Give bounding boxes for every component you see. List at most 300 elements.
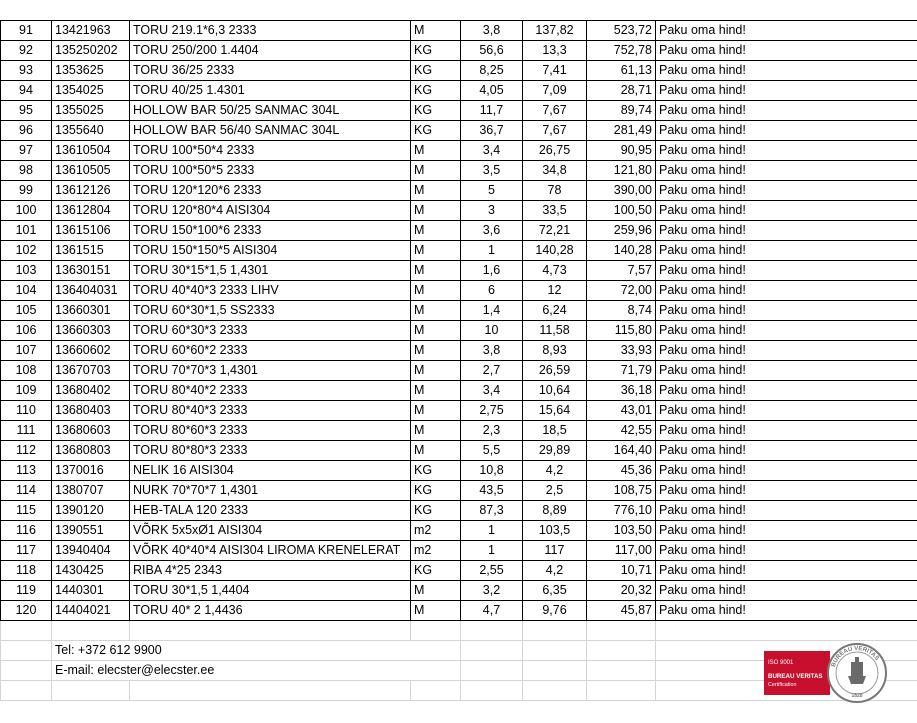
item-code[interactable]: 14404021 xyxy=(52,601,130,621)
table-row xyxy=(1,261,917,281)
empty-cell[interactable] xyxy=(1,661,52,681)
item-code[interactable]: 13610504 xyxy=(52,141,130,161)
item-note[interactable]: Paku oma hind! xyxy=(656,381,917,401)
row-number[interactable]: 107 xyxy=(1,341,52,361)
item-price[interactable]: 7,09 xyxy=(523,81,587,101)
item-unit[interactable]: M xyxy=(411,221,461,241)
row-number[interactable]: 104 xyxy=(1,281,52,301)
table-row xyxy=(1,301,917,321)
item-sum[interactable]: 45,36 xyxy=(587,461,656,481)
item-quantity[interactable]: 3,5 xyxy=(461,161,523,181)
item-note[interactable]: Paku oma hind! xyxy=(656,481,917,501)
item-sum[interactable]: 108,75 xyxy=(587,481,656,501)
item-unit[interactable]: KG xyxy=(411,481,461,501)
empty-cell[interactable] xyxy=(523,681,587,701)
item-sum[interactable]: 164,40 xyxy=(587,441,656,461)
row-number[interactable]: 117 xyxy=(1,541,52,561)
item-code[interactable]: 13680603 xyxy=(52,421,130,441)
item-name[interactable]: HEB-TALA 120 2333 xyxy=(130,501,411,521)
item-quantity[interactable]: 36,7 xyxy=(461,121,523,141)
item-quantity[interactable]: 5 xyxy=(461,181,523,201)
item-unit[interactable]: KG xyxy=(411,61,461,81)
item-quantity[interactable]: 1 xyxy=(461,521,523,541)
row-number[interactable]: 100 xyxy=(1,201,52,221)
row-number[interactable]: 95 xyxy=(1,101,52,121)
item-price[interactable]: 9,76 xyxy=(523,601,587,621)
item-price[interactable]: 33,5 xyxy=(523,201,587,221)
table-row xyxy=(1,521,917,541)
item-quantity[interactable]: 3,4 xyxy=(461,141,523,161)
contact-phone: Tel: +372 612 9900 xyxy=(52,641,461,661)
item-code[interactable]: 1370016 xyxy=(52,461,130,481)
item-price[interactable]: 7,67 xyxy=(523,121,587,141)
item-quantity[interactable]: 4,7 xyxy=(461,601,523,621)
item-code[interactable]: 13680403 xyxy=(52,401,130,421)
row-number[interactable]: 116 xyxy=(1,521,52,541)
table-row xyxy=(1,161,917,181)
item-price[interactable]: 72,21 xyxy=(523,221,587,241)
empty-cell[interactable] xyxy=(1,641,52,661)
item-code[interactable]: 13940404 xyxy=(52,541,130,561)
table-row xyxy=(1,341,917,361)
row-number[interactable]: 105 xyxy=(1,301,52,321)
item-unit[interactable]: M xyxy=(411,141,461,161)
item-note[interactable]: Paku oma hind! xyxy=(656,321,917,341)
empty-cell[interactable] xyxy=(587,641,656,661)
row-number[interactable]: 119 xyxy=(1,581,52,601)
item-quantity[interactable]: 4,05 xyxy=(461,81,523,101)
item-unit[interactable]: m2 xyxy=(411,521,461,541)
item-price[interactable]: 4,73 xyxy=(523,261,587,281)
item-note[interactable]: Paku oma hind! xyxy=(656,21,917,41)
item-unit[interactable]: M xyxy=(411,241,461,261)
empty-cell[interactable] xyxy=(1,621,52,641)
item-sum[interactable]: 115,80 xyxy=(587,321,656,341)
item-sum[interactable]: 45,87 xyxy=(587,601,656,621)
item-code[interactable]: 1354025 xyxy=(52,81,130,101)
item-name[interactable]: VÕRK 5x5xØ1 AISI304 xyxy=(130,521,411,541)
item-sum[interactable]: 72,00 xyxy=(587,281,656,301)
table-row xyxy=(1,421,917,441)
item-quantity[interactable]: 10 xyxy=(461,321,523,341)
item-note[interactable]: Paku oma hind! xyxy=(656,421,917,441)
item-note[interactable]: Paku oma hind! xyxy=(656,221,917,241)
item-price[interactable]: 26,75 xyxy=(523,141,587,161)
item-quantity[interactable]: 2,7 xyxy=(461,361,523,381)
row-number[interactable]: 114 xyxy=(1,481,52,501)
item-quantity[interactable]: 2,55 xyxy=(461,561,523,581)
item-code[interactable]: 1390120 xyxy=(52,501,130,521)
item-code[interactable]: 1380707 xyxy=(52,481,130,501)
item-name[interactable]: TORU 40/25 1.4301 xyxy=(130,81,411,101)
item-unit[interactable]: M xyxy=(411,341,461,361)
empty-cell[interactable] xyxy=(461,641,523,661)
item-sum[interactable]: 43,01 xyxy=(587,401,656,421)
row-number[interactable]: 118 xyxy=(1,561,52,581)
item-quantity[interactable]: 56,6 xyxy=(461,41,523,61)
empty-cell[interactable] xyxy=(461,661,523,681)
empty-cell[interactable] xyxy=(461,621,523,641)
row-number[interactable]: 112 xyxy=(1,441,52,461)
item-name[interactable]: TORU 40* 2 1,4436 xyxy=(130,601,411,621)
item-note[interactable]: Paku oma hind! xyxy=(656,241,917,261)
logo-brand-text: BUREAU VERITAS xyxy=(768,673,823,680)
table-row xyxy=(1,141,917,161)
item-name[interactable]: NURK 70*70*7 1,4301 xyxy=(130,481,411,501)
empty-cell[interactable] xyxy=(411,681,461,701)
item-quantity[interactable]: 3,8 xyxy=(461,341,523,361)
item-name[interactable]: HOLLOW BAR 50/25 SANMAC 304L xyxy=(130,101,411,121)
table-row xyxy=(1,561,917,581)
table-row xyxy=(1,201,917,221)
table-row xyxy=(1,281,917,301)
item-price[interactable]: 15,64 xyxy=(523,401,587,421)
item-unit[interactable]: M xyxy=(411,361,461,381)
item-sum[interactable]: 8,74 xyxy=(587,301,656,321)
empty-cell[interactable] xyxy=(52,621,130,641)
item-name[interactable]: TORU 120*80*4 AISI304 xyxy=(130,201,411,221)
item-unit[interactable]: M xyxy=(411,21,461,41)
item-code[interactable]: 135250202 xyxy=(52,41,130,61)
item-unit[interactable]: KG xyxy=(411,561,461,581)
item-name[interactable]: NELIK 16 AISI304 xyxy=(130,461,411,481)
item-unit[interactable]: M xyxy=(411,161,461,181)
item-note[interactable]: Paku oma hind! xyxy=(656,401,917,421)
empty-cell[interactable] xyxy=(656,621,917,641)
item-code[interactable]: 1355640 xyxy=(52,121,130,141)
contact-email: E-mail: elecster@elecster.ee xyxy=(52,661,461,681)
item-code[interactable]: 1440301 xyxy=(52,581,130,601)
item-name[interactable]: TORU 36/25 2333 xyxy=(130,61,411,81)
item-name[interactable]: TORU 250/200 1.4404 xyxy=(130,41,411,61)
item-price[interactable]: 8,93 xyxy=(523,341,587,361)
item-name[interactable]: TORU 100*50*5 2333 xyxy=(130,161,411,181)
item-name[interactable]: TORU 80*80*3 2333 xyxy=(130,441,411,461)
spreadsheet-table xyxy=(0,20,917,701)
item-unit[interactable]: M xyxy=(411,181,461,201)
item-quantity[interactable]: 5,5 xyxy=(461,441,523,461)
item-note[interactable]: Paku oma hind! xyxy=(656,461,917,481)
item-code[interactable]: 13670703 xyxy=(52,361,130,381)
item-name[interactable]: TORU 60*30*3 2333 xyxy=(130,321,411,341)
item-unit[interactable]: M xyxy=(411,281,461,301)
item-code[interactable]: 1361515 xyxy=(52,241,130,261)
seal-year: 1828 xyxy=(851,693,863,699)
row-number[interactable]: 97 xyxy=(1,141,52,161)
item-unit[interactable]: M xyxy=(411,401,461,421)
item-price[interactable]: 10,64 xyxy=(523,381,587,401)
item-name[interactable]: RIBA 4*25 2343 xyxy=(130,561,411,581)
item-sum[interactable]: 390,00 xyxy=(587,181,656,201)
table-row xyxy=(1,21,917,41)
item-name[interactable]: TORU 80*40*3 2333 xyxy=(130,401,411,421)
item-quantity[interactable]: 87,3 xyxy=(461,501,523,521)
item-note[interactable]: Paku oma hind! xyxy=(656,281,917,301)
item-note[interactable]: Paku oma hind! xyxy=(656,201,917,221)
item-code[interactable]: 13421963 xyxy=(52,21,130,41)
item-sum[interactable]: 33,93 xyxy=(587,341,656,361)
item-price[interactable]: 6,24 xyxy=(523,301,587,321)
empty-row xyxy=(1,621,917,641)
item-unit[interactable]: M xyxy=(411,601,461,621)
item-sum[interactable]: 90,95 xyxy=(587,141,656,161)
item-sum[interactable]: 89,74 xyxy=(587,101,656,121)
empty-cell[interactable] xyxy=(130,681,411,701)
empty-cell[interactable] xyxy=(587,621,656,641)
item-note[interactable]: Paku oma hind! xyxy=(656,601,917,621)
item-quantity[interactable]: 43,5 xyxy=(461,481,523,501)
item-code[interactable]: 136404031 xyxy=(52,281,130,301)
table-row xyxy=(1,601,917,621)
logo-label-text: Certification xyxy=(768,682,797,688)
item-name[interactable]: TORU 80*40*2 2333 xyxy=(130,381,411,401)
item-sum[interactable]: 281,49 xyxy=(587,121,656,141)
empty-cell[interactable] xyxy=(1,681,52,701)
item-note[interactable]: Paku oma hind! xyxy=(656,161,917,181)
seal-text: BUREAU VERITAS xyxy=(830,645,880,668)
item-unit[interactable]: KG xyxy=(411,501,461,521)
item-quantity[interactable]: 2,75 xyxy=(461,401,523,421)
item-sum[interactable]: 42,55 xyxy=(587,421,656,441)
item-sum[interactable]: 117,00 xyxy=(587,541,656,561)
item-note[interactable]: Paku oma hind! xyxy=(656,581,917,601)
item-quantity[interactable]: 1 xyxy=(461,241,523,261)
item-unit[interactable]: KG xyxy=(411,101,461,121)
empty-cell[interactable] xyxy=(523,641,587,661)
item-unit[interactable]: KG xyxy=(411,81,461,101)
item-note[interactable]: Paku oma hind! xyxy=(656,141,917,161)
item-name[interactable]: HOLLOW BAR 56/40 SANMAC 304L xyxy=(130,121,411,141)
item-quantity[interactable]: 10,8 xyxy=(461,461,523,481)
item-note[interactable]: Paku oma hind! xyxy=(656,501,917,521)
item-name[interactable]: VÕRK 40*40*4 AISI304 LIROMA KRENELERAT xyxy=(130,541,411,561)
item-code[interactable]: 1390551 xyxy=(52,521,130,541)
item-name[interactable]: TORU 150*150*5 AISI304 xyxy=(130,241,411,261)
item-sum[interactable]: 10,71 xyxy=(587,561,656,581)
item-sum[interactable]: 71,79 xyxy=(587,361,656,381)
item-unit[interactable]: KG xyxy=(411,121,461,141)
table-row xyxy=(1,441,917,461)
row-number[interactable]: 94 xyxy=(1,81,52,101)
item-price[interactable]: 4,2 xyxy=(523,461,587,481)
item-name[interactable]: TORU 120*120*6 2333 xyxy=(130,181,411,201)
item-price[interactable]: 34,8 xyxy=(523,161,587,181)
item-sum[interactable]: 523,72 xyxy=(587,21,656,41)
item-sum[interactable]: 259,96 xyxy=(587,221,656,241)
item-note[interactable]: Paku oma hind! xyxy=(656,121,917,141)
item-code[interactable]: 13660303 xyxy=(52,321,130,341)
row-number[interactable]: 91 xyxy=(1,21,52,41)
empty-cell[interactable] xyxy=(587,681,656,701)
row-number[interactable]: 108 xyxy=(1,361,52,381)
table-row xyxy=(1,101,917,121)
row-number[interactable]: 99 xyxy=(1,181,52,201)
table-row xyxy=(1,61,917,81)
item-name[interactable]: TORU 30*15*1,5 1,4301 xyxy=(130,261,411,281)
item-price[interactable]: 18,5 xyxy=(523,421,587,441)
empty-cell[interactable] xyxy=(130,621,411,641)
empty-cell[interactable] xyxy=(523,621,587,641)
item-name[interactable]: TORU 219.1*6,3 2333 xyxy=(130,21,411,41)
item-note[interactable]: Paku oma hind! xyxy=(656,521,917,541)
item-name[interactable]: TORU 60*30*1,5 SS2333 xyxy=(130,301,411,321)
item-price[interactable]: 137,82 xyxy=(523,21,587,41)
item-quantity[interactable]: 3,4 xyxy=(461,381,523,401)
item-price[interactable]: 78 xyxy=(523,181,587,201)
item-unit[interactable]: M xyxy=(411,581,461,601)
item-note[interactable]: Paku oma hind! xyxy=(656,261,917,281)
row-number[interactable]: 106 xyxy=(1,321,52,341)
item-price[interactable]: 103,5 xyxy=(523,521,587,541)
item-sum[interactable]: 7,57 xyxy=(587,261,656,281)
item-code[interactable]: 13612126 xyxy=(52,181,130,201)
item-sum[interactable]: 28,71 xyxy=(587,81,656,101)
empty-cell[interactable] xyxy=(52,681,130,701)
item-quantity[interactable]: 6 xyxy=(461,281,523,301)
table-row xyxy=(1,541,917,561)
item-unit[interactable]: M xyxy=(411,421,461,441)
row-number[interactable]: 98 xyxy=(1,161,52,181)
table-row xyxy=(1,501,917,521)
item-sum[interactable]: 103,50 xyxy=(587,521,656,541)
empty-cell[interactable] xyxy=(461,681,523,701)
item-sum[interactable]: 36,18 xyxy=(587,381,656,401)
item-note[interactable]: Paku oma hind! xyxy=(656,181,917,201)
item-quantity[interactable]: 1,4 xyxy=(461,301,523,321)
table-row xyxy=(1,461,917,481)
table-row xyxy=(1,481,917,501)
item-price[interactable]: 7,41 xyxy=(523,61,587,81)
table-row xyxy=(1,41,917,61)
item-note[interactable]: Paku oma hind! xyxy=(656,341,917,361)
empty-cell[interactable] xyxy=(523,661,587,681)
item-price[interactable]: 29,89 xyxy=(523,441,587,461)
item-unit[interactable]: KG xyxy=(411,41,461,61)
item-note[interactable]: Paku oma hind! xyxy=(656,41,917,61)
item-unit[interactable]: M xyxy=(411,321,461,341)
item-sum[interactable]: 140,28 xyxy=(587,241,656,261)
item-quantity[interactable]: 3,8 xyxy=(461,21,523,41)
item-unit[interactable]: M xyxy=(411,381,461,401)
item-quantity[interactable]: 2,3 xyxy=(461,421,523,441)
item-unit[interactable]: M xyxy=(411,261,461,281)
item-code[interactable]: 13615106 xyxy=(52,221,130,241)
item-unit[interactable]: M xyxy=(411,301,461,321)
item-quantity[interactable]: 8,25 xyxy=(461,61,523,81)
item-note[interactable]: Paku oma hind! xyxy=(656,561,917,581)
table-row xyxy=(1,581,917,601)
item-sum[interactable]: 20,32 xyxy=(587,581,656,601)
item-code[interactable]: 1353625 xyxy=(52,61,130,81)
row-number[interactable]: 113 xyxy=(1,461,52,481)
item-price[interactable]: 8,89 xyxy=(523,501,587,521)
table-body xyxy=(1,21,917,701)
item-name[interactable]: TORU 80*60*3 2333 xyxy=(130,421,411,441)
item-code[interactable]: 13680402 xyxy=(52,381,130,401)
table-row xyxy=(1,381,917,401)
item-price[interactable]: 12 xyxy=(523,281,587,301)
table-row xyxy=(1,241,917,261)
item-code[interactable]: 1355025 xyxy=(52,101,130,121)
logo-iso-text: ISO 9001 xyxy=(768,660,794,666)
item-price[interactable]: 7,67 xyxy=(523,101,587,121)
item-price[interactable]: 140,28 xyxy=(523,241,587,261)
row-number[interactable]: 96 xyxy=(1,121,52,141)
item-note[interactable]: Paku oma hind! xyxy=(656,441,917,461)
item-sum[interactable]: 61,13 xyxy=(587,61,656,81)
item-quantity[interactable]: 3 xyxy=(461,201,523,221)
table-row xyxy=(1,181,917,201)
item-unit[interactable]: M xyxy=(411,441,461,461)
item-price[interactable]: 11,58 xyxy=(523,321,587,341)
item-price[interactable]: 2,5 xyxy=(523,481,587,501)
item-note[interactable]: Paku oma hind! xyxy=(656,301,917,321)
item-quantity[interactable]: 11,7 xyxy=(461,101,523,121)
row-number[interactable]: 102 xyxy=(1,241,52,261)
item-note[interactable]: Paku oma hind! xyxy=(656,361,917,381)
item-quantity[interactable]: 1 xyxy=(461,541,523,561)
item-price[interactable]: 13,3 xyxy=(523,41,587,61)
item-name[interactable]: TORU 100*50*4 2333 xyxy=(130,141,411,161)
item-sum[interactable]: 752,78 xyxy=(587,41,656,61)
row-number[interactable]: 109 xyxy=(1,381,52,401)
item-code[interactable]: 13660602 xyxy=(52,341,130,361)
item-code[interactable]: 13630151 xyxy=(52,261,130,281)
item-code[interactable]: 13680803 xyxy=(52,441,130,461)
row-number[interactable]: 110 xyxy=(1,401,52,421)
item-quantity[interactable]: 1,6 xyxy=(461,261,523,281)
item-price[interactable]: 6,35 xyxy=(523,581,587,601)
item-note[interactable]: Paku oma hind! xyxy=(656,81,917,101)
item-name[interactable]: TORU 40*40*3 2333 LIHV xyxy=(130,281,411,301)
item-note[interactable]: Paku oma hind! xyxy=(656,101,917,121)
row-number[interactable]: 103 xyxy=(1,261,52,281)
item-price[interactable]: 26,59 xyxy=(523,361,587,381)
item-unit[interactable]: KG xyxy=(411,461,461,481)
bureau-veritas-logo xyxy=(764,642,887,704)
item-quantity[interactable]: 3,6 xyxy=(461,221,523,241)
item-unit[interactable]: M xyxy=(411,201,461,221)
row-number[interactable]: 115 xyxy=(1,501,52,521)
item-code[interactable]: 13612804 xyxy=(52,201,130,221)
empty-cell[interactable] xyxy=(587,661,656,681)
item-sum[interactable]: 100,50 xyxy=(587,201,656,221)
table-row xyxy=(1,321,917,341)
item-code[interactable]: 13610505 xyxy=(52,161,130,181)
item-price[interactable]: 117 xyxy=(523,541,587,561)
table-row xyxy=(1,221,917,241)
item-name[interactable]: TORU 150*100*6 2333 xyxy=(130,221,411,241)
row-number[interactable]: 92 xyxy=(1,41,52,61)
empty-cell[interactable] xyxy=(411,621,461,641)
item-name[interactable]: TORU 70*70*3 1,4301 xyxy=(130,361,411,381)
item-unit[interactable]: m2 xyxy=(411,541,461,561)
item-sum[interactable]: 776,10 xyxy=(587,501,656,521)
row-number[interactable]: 93 xyxy=(1,61,52,81)
item-quantity[interactable]: 3,2 xyxy=(461,581,523,601)
item-code[interactable]: 1430425 xyxy=(52,561,130,581)
row-number[interactable]: 101 xyxy=(1,221,52,241)
item-price[interactable]: 4,2 xyxy=(523,561,587,581)
row-number[interactable]: 111 xyxy=(1,421,52,441)
item-note[interactable]: Paku oma hind! xyxy=(656,61,917,81)
item-note[interactable]: Paku oma hind! xyxy=(656,541,917,561)
item-code[interactable]: 13660301 xyxy=(52,301,130,321)
item-sum[interactable]: 121,80 xyxy=(587,161,656,181)
item-name[interactable]: TORU 60*60*2 2333 xyxy=(130,341,411,361)
item-name[interactable]: TORU 30*1,5 1,4404 xyxy=(130,581,411,601)
row-number[interactable]: 120 xyxy=(1,601,52,621)
